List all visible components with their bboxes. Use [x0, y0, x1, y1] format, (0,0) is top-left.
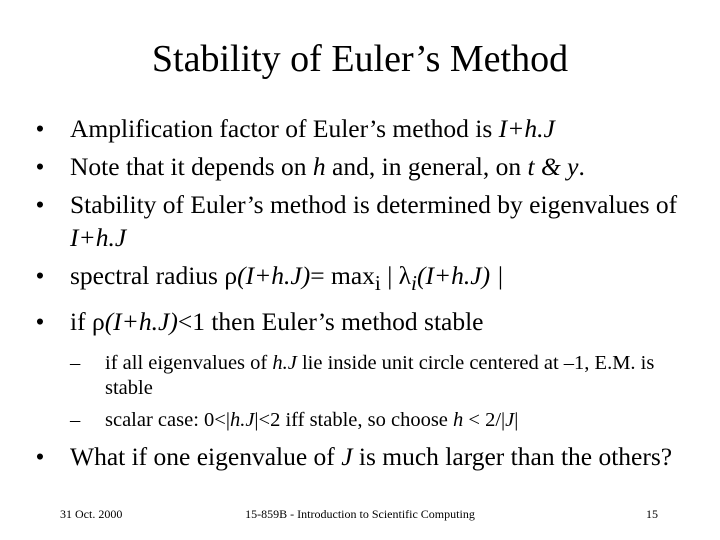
- bullet-text: spectral radius: [70, 261, 225, 290]
- sub-bullet-text: < 2/|: [463, 409, 506, 432]
- math-term: I+h.J: [70, 223, 127, 252]
- sub-bullet-item: [30, 408, 700, 433]
- bullet-glyph: •: [35, 152, 45, 181]
- sub-bullet-text: |: [514, 409, 519, 432]
- math-term: t & y: [527, 152, 579, 181]
- slide-title: Stability of Euler’s Method: [151, 38, 569, 80]
- sub-bullet-list: [30, 351, 700, 433]
- bullet-text: is much larger than the others?: [352, 442, 673, 472]
- bullet-item: [30, 305, 700, 338]
- bullet-text: <1 then Euler’s method stable: [177, 307, 484, 337]
- bullet-glyph: •: [35, 307, 45, 337]
- math-term: (I+h.J): [104, 307, 178, 337]
- page-number: 15: [646, 507, 658, 521]
- bullet-item: [30, 150, 700, 183]
- bullet-glyph: •: [35, 261, 45, 290]
- math-term: J: [341, 442, 353, 472]
- dash-glyph: –: [70, 409, 81, 432]
- sub-bullet-text: scalar case: 0<|: [105, 409, 230, 432]
- math-term: (I+h.J): [237, 261, 311, 290]
- bullet-text: |: [380, 261, 399, 290]
- bullet-text: What if one eigenvalue of: [70, 442, 342, 472]
- bullet-glyph: •: [35, 114, 45, 143]
- math-term: I+h.J: [498, 114, 555, 143]
- subscript: i: [374, 271, 381, 296]
- lambda-symbol: λ: [398, 261, 412, 290]
- sub-bullet-text: |<2 iff stable, so choose: [254, 409, 454, 432]
- rho-symbol: ρ: [224, 261, 238, 290]
- bullet-glyph: •: [35, 442, 45, 472]
- bullet-text: Note that it depends on: [70, 152, 313, 181]
- subscript: i: [411, 271, 417, 296]
- bullet-item: [30, 259, 700, 300]
- math-term: h: [453, 409, 464, 432]
- bullet-text: if: [70, 307, 92, 337]
- math-term: J: [505, 409, 515, 432]
- dash-glyph: –: [70, 352, 81, 375]
- bullet-text: .: [578, 152, 585, 181]
- bullet-item: [30, 440, 700, 473]
- bullet-text: and, in general, on: [325, 152, 528, 181]
- math-term: h: [312, 152, 326, 181]
- sub-bullet-text: lie inside unit circle centered at –1, E.M. is stable: [105, 352, 655, 400]
- math-term: (I+h.J) |: [416, 261, 504, 290]
- math-term: h.J: [272, 352, 297, 375]
- footer-date: 31 Oct. 2000: [60, 507, 123, 521]
- bullet-list: [30, 112, 700, 478]
- bullet-glyph: •: [35, 190, 45, 219]
- footer-course: 15-859B - Introduction to Scientific Computing: [245, 507, 475, 521]
- bullet-text: = max: [310, 261, 375, 290]
- bullet-item: [30, 188, 700, 254]
- sub-bullet-item: [30, 351, 700, 401]
- bullet-item: [30, 112, 700, 145]
- bullet-text: Amplification factor of Euler’s method is: [70, 114, 499, 143]
- rho-symbol: ρ: [91, 307, 105, 337]
- bullet-text: Stability of Euler’s method is determined by eigenvalues of: [70, 190, 678, 219]
- math-term: h.J: [229, 409, 255, 432]
- sub-bullet-text: if all eigenvalues of: [105, 352, 273, 375]
